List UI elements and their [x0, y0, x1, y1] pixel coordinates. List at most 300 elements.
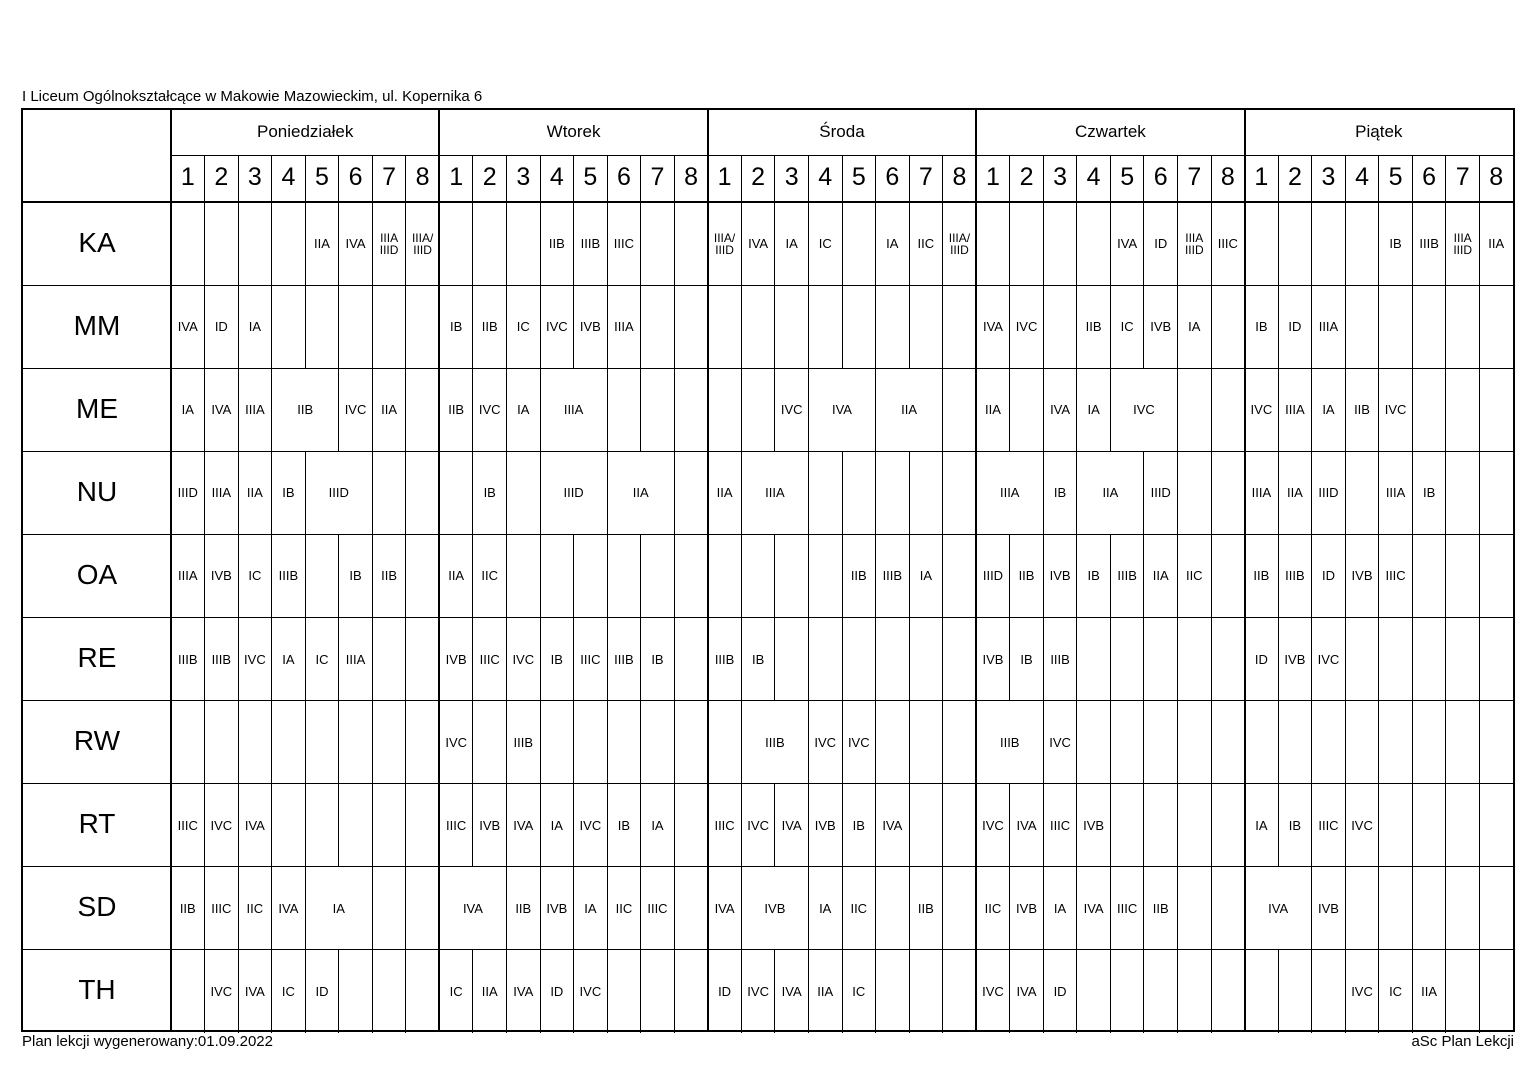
grid-line [607, 950, 608, 1033]
lesson-cell: IIIC [172, 815, 204, 835]
lesson-cell: IIB [843, 566, 875, 586]
grid-line [305, 701, 306, 784]
grid-line [1177, 618, 1178, 701]
lesson-cell: IIIB [1413, 234, 1445, 254]
generated-date: Plan lekcji wygenerowany:01.09.2022 [22, 1033, 273, 1050]
lesson-cell: IIIB [1044, 649, 1076, 669]
lesson-cell: IA [1179, 317, 1211, 337]
grid-line [640, 950, 641, 1033]
lesson-cell: IIIB [877, 566, 909, 586]
grid-line [372, 950, 373, 1033]
lesson-cell: IIIC [206, 898, 238, 918]
grid-line [1143, 950, 1144, 1033]
lesson-cell: IB [1380, 234, 1412, 254]
teacher-name: RW [73, 725, 121, 757]
period-number: 3 [247, 163, 262, 191]
lesson-cell: IVC [776, 400, 808, 420]
grid-line [909, 618, 910, 701]
grid-line [1211, 451, 1212, 534]
grid-line [238, 202, 239, 285]
grid-line [607, 155, 608, 202]
lesson-cell: IIC [843, 898, 875, 918]
lesson-cell: IIIC [575, 649, 607, 669]
lesson-cell: IVB [440, 649, 472, 669]
grid-line [23, 700, 1513, 701]
lesson-cell: IIIC [642, 898, 674, 918]
grid-line [271, 784, 272, 867]
period-number: 8 [684, 163, 698, 191]
grid-line [305, 155, 306, 202]
lesson-cell: IIIB [1111, 566, 1143, 586]
period-number: 2 [482, 163, 497, 191]
lesson-cell: IIIC [1380, 566, 1412, 586]
lesson-cell: IIID [306, 483, 371, 503]
grid-line [1311, 701, 1312, 784]
lesson-cell: IIIC [709, 815, 741, 835]
lesson-cell: IB [642, 649, 674, 669]
grid-line [1412, 618, 1413, 701]
lesson-cell: IB [1011, 649, 1043, 669]
grid-line [808, 618, 809, 701]
lesson-cell: IIB [440, 400, 472, 420]
grid-line [1378, 285, 1379, 368]
grid-line [909, 155, 910, 202]
grid-line [674, 701, 675, 784]
grid-line [1177, 867, 1178, 950]
lesson-cell: IIIB [977, 732, 1042, 752]
lesson-cell: IVB [977, 649, 1009, 669]
grid-line [305, 534, 306, 617]
lesson-cell: IIIA [1380, 483, 1412, 503]
grid-line [674, 155, 675, 202]
grid-line [1110, 784, 1111, 867]
grid-line [1143, 155, 1144, 202]
lesson-cell: IA [273, 649, 305, 669]
period-number: 4 [818, 163, 833, 191]
lesson-cell: IIIB [709, 649, 741, 669]
grid-line [1076, 701, 1077, 784]
lesson-cell: IIB [1011, 566, 1043, 586]
grid-line [1211, 950, 1212, 1033]
grid-line [1445, 867, 1446, 950]
grid-line [1110, 701, 1111, 784]
grid-line [842, 285, 843, 368]
grid-line [674, 368, 675, 451]
grid-line [1479, 618, 1480, 701]
lesson-cell: IIIA [172, 566, 204, 586]
lesson-cell: IVC [575, 981, 607, 1001]
grid-line [942, 950, 943, 1033]
grid-line [573, 701, 574, 784]
lesson-cell: IVC [809, 732, 841, 752]
grid-line [1043, 155, 1044, 202]
lesson-cell: IIB [172, 898, 204, 918]
grid-line [640, 202, 641, 285]
grid-line [674, 784, 675, 867]
grid-line [1311, 202, 1312, 285]
lesson-cell: IB [541, 649, 573, 669]
lesson-cell: ID [1145, 234, 1177, 254]
grid-line [23, 451, 1513, 452]
grid-line [640, 534, 641, 617]
grid-line [1177, 950, 1178, 1033]
lesson-cell: IVB [206, 566, 238, 586]
grid-line [372, 618, 373, 701]
lesson-cell: IIID [1313, 483, 1345, 503]
grid-line [506, 202, 507, 285]
lesson-cell: IVA [172, 317, 204, 337]
grid-line [506, 534, 507, 617]
grid-line [942, 701, 943, 784]
grid-line [1345, 155, 1346, 202]
grid-line [607, 368, 608, 451]
grid-line [875, 155, 876, 202]
grid-line [405, 285, 406, 368]
period-number: 1 [717, 163, 732, 191]
lesson-cell: IB [1078, 566, 1110, 586]
lesson-cell: ID [1313, 566, 1345, 586]
grid-line [1076, 618, 1077, 701]
grid-line [1143, 618, 1144, 701]
lesson-cell: IIB [508, 898, 540, 918]
grid-line [1345, 202, 1346, 285]
period-number: 3 [784, 163, 799, 191]
grid-line [271, 701, 272, 784]
grid-line [1412, 285, 1413, 368]
grid-line [171, 155, 1513, 156]
lesson-cell: IB [273, 483, 305, 503]
grid-line [774, 285, 775, 368]
lesson-cell: IIIB [1279, 566, 1311, 586]
lesson-cell: IIIB [575, 234, 607, 254]
lesson-cell: IIIC [474, 649, 506, 669]
lesson-cell: IB [608, 815, 640, 835]
teacher-name: RE [77, 642, 117, 674]
grid-line [607, 534, 608, 617]
lesson-cell: IVB [1011, 898, 1043, 918]
lesson-cell: IVC [742, 815, 774, 835]
lesson-cell: IIIA [608, 317, 640, 337]
grid-line [405, 867, 406, 950]
grid-line [942, 784, 943, 867]
period-number: 5 [1120, 163, 1135, 191]
lesson-cell: IVA [340, 234, 372, 254]
lesson-cell: IC [273, 981, 305, 1001]
lesson-cell: IA [776, 234, 808, 254]
grid-line [1378, 701, 1379, 784]
period-number: 4 [1086, 163, 1101, 191]
lesson-cell: IB [843, 815, 875, 835]
lesson-cell: IIA [1279, 483, 1311, 503]
grid-line [372, 867, 373, 950]
lesson-cell: IVA [709, 898, 741, 918]
grid-line [1278, 950, 1279, 1033]
grid-line [607, 701, 608, 784]
lesson-cell: IA [306, 898, 371, 918]
lesson-cell: IIIC [1313, 815, 1345, 835]
lesson-cell: IIIA [1246, 483, 1278, 503]
grid-line [23, 866, 1513, 867]
period-number: 7 [382, 163, 397, 191]
lesson-cell: IIIA IIID [373, 234, 405, 254]
lesson-cell: IIIA [1279, 400, 1311, 420]
lesson-cell: IVB [575, 317, 607, 337]
grid-line [23, 783, 1513, 784]
lesson-cell: IA [575, 898, 607, 918]
period-number: 6 [885, 163, 900, 191]
lesson-cell: IA [1246, 815, 1278, 835]
lesson-cell: IVC [239, 649, 271, 669]
lesson-cell: IIIC [1044, 815, 1076, 835]
grid-line [1412, 784, 1413, 867]
day-header-4: Piątek [1355, 122, 1403, 141]
grid-line [741, 285, 742, 368]
grid-line [875, 950, 876, 1033]
lesson-cell: IIIA IIID [1179, 234, 1211, 254]
lesson-cell: IIA [608, 483, 673, 503]
grid-line [1412, 701, 1413, 784]
grid-line [1445, 701, 1446, 784]
lesson-cell: IIIA [541, 400, 606, 420]
grid-line [741, 155, 742, 202]
grid-line [808, 451, 809, 534]
grid-line [942, 368, 943, 451]
grid-line [1211, 368, 1212, 451]
grid-line [23, 949, 1513, 950]
lesson-cell: IVC [843, 732, 875, 752]
grid-line [1479, 701, 1480, 784]
grid-line [875, 451, 876, 534]
period-number: 2 [1287, 163, 1302, 191]
lesson-cell: IIIA [1313, 317, 1345, 337]
lesson-cell: IIIC [440, 815, 472, 835]
teacher-name: NU [76, 475, 118, 507]
grid-line [372, 285, 373, 368]
grid-line [1311, 155, 1312, 202]
period-number: 3 [1321, 163, 1336, 191]
lesson-cell: IVB [1279, 649, 1311, 669]
lesson-cell: IIIA [206, 483, 238, 503]
lesson-cell: IVC [742, 981, 774, 1001]
grid-line [1345, 701, 1346, 784]
grid-line [1211, 155, 1212, 202]
lesson-cell: IVC [1246, 400, 1278, 420]
grid-line [1110, 155, 1111, 202]
lesson-cell: IIA [1145, 566, 1177, 586]
grid-line [1445, 285, 1446, 368]
grid-line [204, 155, 205, 202]
lesson-cell: IC [843, 981, 875, 1001]
grid-line [573, 534, 574, 617]
lesson-cell: IIA [977, 400, 1009, 420]
grid-line [405, 618, 406, 701]
grid-line [942, 867, 943, 950]
grid-line [540, 534, 541, 617]
grid-line [1043, 202, 1044, 285]
period-number: 2 [1019, 163, 1034, 191]
grid-line [640, 701, 641, 784]
lesson-cell: IC [239, 566, 271, 586]
lesson-cell: IC [1380, 981, 1412, 1001]
lesson-cell: ID [1246, 649, 1278, 669]
period-number: 5 [315, 163, 329, 191]
grid-line [875, 285, 876, 368]
lesson-cell: IIID [977, 566, 1009, 586]
grid-line [1378, 155, 1379, 202]
lesson-cell: IIIA [742, 483, 807, 503]
period-number: 7 [1187, 163, 1202, 191]
lesson-cell: IVC [1044, 732, 1076, 752]
lesson-cell: IIID [1145, 483, 1177, 503]
grid-line [875, 867, 876, 950]
lesson-cell: IA [1313, 400, 1345, 420]
grid-line [1479, 950, 1480, 1033]
grid-line [808, 534, 809, 617]
lesson-cell: IVC [474, 400, 506, 420]
grid-line [942, 534, 943, 617]
lesson-cell: IVB [541, 898, 573, 918]
lesson-cell: IVC [1011, 317, 1043, 337]
lesson-cell: IVB [809, 815, 841, 835]
lesson-cell: IVA [1111, 234, 1143, 254]
grid-line [1009, 368, 1010, 451]
grid-line [640, 368, 641, 451]
grid-line [506, 451, 507, 534]
lesson-cell: IVA [239, 981, 271, 1001]
lesson-cell: IIA [809, 981, 841, 1001]
grid-line [271, 155, 272, 202]
lesson-cell: ID [206, 317, 238, 337]
lesson-cell: IVC [1313, 649, 1345, 669]
period-number: 5 [851, 163, 866, 191]
grid-line [1345, 867, 1346, 950]
lesson-cell: IIA [239, 483, 271, 503]
grid-line [1445, 618, 1446, 701]
lesson-cell: IIIA [977, 483, 1042, 503]
lesson-cell: IIIA [239, 400, 271, 420]
teacher-name: TH [78, 974, 116, 1006]
lesson-cell: IB [340, 566, 372, 586]
lesson-cell: IVA [1011, 815, 1043, 835]
grid-line [405, 451, 406, 534]
lesson-cell: IIB [474, 317, 506, 337]
grid-line [472, 701, 473, 784]
lesson-cell: IVA [440, 898, 505, 918]
teacher-name: OA [76, 558, 118, 590]
grid-line [1177, 155, 1178, 202]
grid-line [1378, 784, 1379, 867]
grid-line [842, 618, 843, 701]
lesson-cell: ID [306, 981, 338, 1001]
lesson-cell: IVC [541, 317, 573, 337]
grid-line [1445, 155, 1446, 202]
lesson-cell: IIC [608, 898, 640, 918]
grid-line [1479, 368, 1480, 451]
lesson-cell: IB [1279, 815, 1311, 835]
grid-line [1311, 950, 1312, 1033]
grid-line [875, 701, 876, 784]
lesson-cell: IIIB [206, 649, 238, 669]
lesson-cell: IVA [1011, 981, 1043, 1001]
grid-line [909, 784, 910, 867]
grid-line [909, 285, 910, 368]
lesson-cell: IIIB [273, 566, 305, 586]
lesson-cell: IIID [541, 483, 606, 503]
period-number: 1 [449, 163, 464, 191]
period-number: 2 [214, 163, 229, 191]
grid-line [942, 618, 943, 701]
grid-line [674, 202, 675, 285]
grid-line [640, 155, 641, 202]
lesson-cell: IIA [709, 483, 741, 503]
lesson-cell: IB [440, 317, 472, 337]
grid-line [305, 285, 306, 368]
grid-line [305, 784, 306, 867]
lesson-cell: ID [709, 981, 741, 1001]
lesson-cell: IB [474, 483, 506, 503]
grid-line [741, 368, 742, 451]
grid-line [1110, 950, 1111, 1033]
lesson-cell: IVA [1078, 898, 1110, 918]
lesson-cell: IIIA/ IIID [407, 234, 439, 254]
lesson-cell: IVC [340, 400, 372, 420]
grid-line [842, 155, 843, 202]
grid-line [842, 451, 843, 534]
grid-line [1278, 155, 1279, 202]
lesson-cell: IIIC [1212, 234, 1244, 254]
lesson-cell: IVA [776, 981, 808, 1001]
grid-line [1177, 784, 1178, 867]
school-title: I Liceum Ogólnokształcące w Makowie Mazowieckim, ul. Kopernika 6 [22, 88, 483, 105]
grid-line [774, 534, 775, 617]
grid-line [1143, 784, 1144, 867]
lesson-cell: IA [910, 566, 942, 586]
lesson-cell: IVA [977, 317, 1009, 337]
lesson-cell: IVC [206, 981, 238, 1001]
lesson-cell: IVB [1044, 566, 1076, 586]
day-header-0: Poniedziałek [256, 122, 354, 141]
grid-line [674, 618, 675, 701]
lesson-cell: IVB [1313, 898, 1345, 918]
period-number: 4 [549, 163, 564, 191]
lesson-cell: IIIB [608, 649, 640, 669]
period-number: 1 [180, 163, 195, 191]
lesson-cell: IVA [206, 400, 238, 420]
lesson-cell: IVB [1078, 815, 1110, 835]
lesson-cell: IVC [440, 732, 472, 752]
lesson-cell: IIC [239, 898, 271, 918]
lesson-cell: IA [508, 400, 540, 420]
lesson-cell: IB [1413, 483, 1445, 503]
period-number: 8 [415, 163, 430, 191]
grid-line [238, 155, 239, 202]
grid-line [1479, 784, 1480, 867]
lesson-cell: IB [1246, 317, 1278, 337]
lesson-cell: IA [642, 815, 674, 835]
lesson-cell: IVC [206, 815, 238, 835]
grid-line [1009, 202, 1010, 285]
lesson-cell: IIIA/ IIID [944, 234, 976, 254]
lesson-cell: IA [239, 317, 271, 337]
lesson-cell: IIA [877, 400, 942, 420]
grid-line [23, 201, 1513, 203]
teacher-name: KA [78, 226, 116, 258]
lesson-cell: IC [809, 234, 841, 254]
grid-line [774, 155, 775, 202]
lesson-cell: IVA [1044, 400, 1076, 420]
grid-line [372, 155, 373, 202]
grid-line [1445, 950, 1446, 1033]
